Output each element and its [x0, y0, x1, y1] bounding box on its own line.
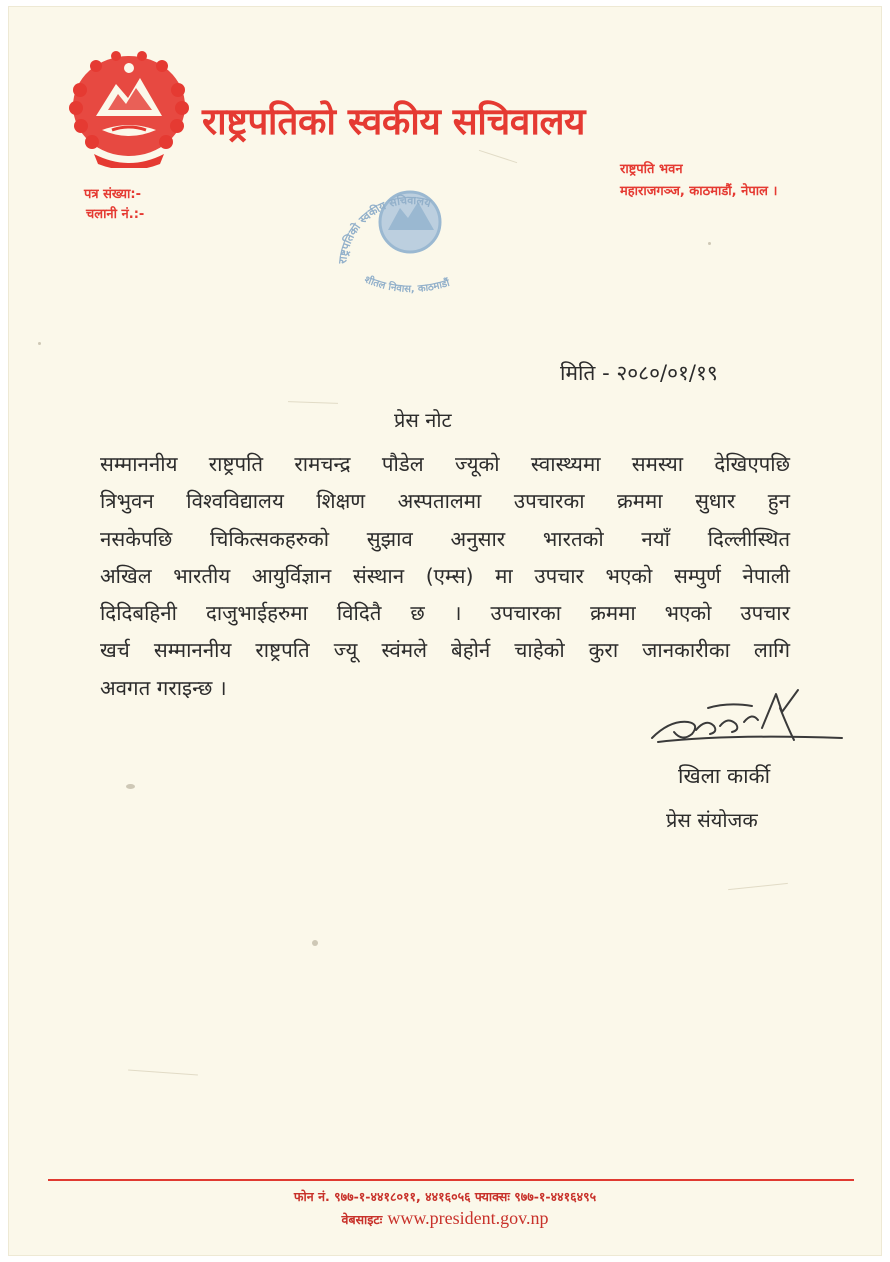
- body-line: अवगत गराइन्छ ।: [100, 675, 227, 700]
- signer-name: खिला कार्की: [678, 764, 771, 788]
- press-note-body: [100, 446, 790, 707]
- paper-speck: [708, 242, 711, 245]
- svg-text:शीतल निवास, काठमाडौं: [363, 273, 452, 295]
- body-line: सम्माननीय राष्ट्रपति रामचन्द्र पौडेल ज्यूको स्वास्थ्यमा समस्या देखिएपछि: [100, 452, 790, 476]
- dispatch-number-label: चलानी नं.:-: [86, 207, 145, 222]
- footer-divider: [48, 1179, 854, 1181]
- office-seal-icon: [324, 176, 496, 306]
- paper-fiber: [128, 1070, 198, 1076]
- paper-speck: [38, 342, 41, 345]
- paper-fiber: [728, 883, 788, 890]
- paper-speck: [126, 784, 135, 789]
- body-line: खर्च सम्माननीय राष्ट्रपति ज्यू स्वंमले बेहोर्न चाहेको कुरा जानकारीका लागि: [100, 638, 790, 663]
- address-line-1: राष्ट्रपति भवन: [620, 162, 683, 177]
- body-line: दिदिबहिनी दाजुभाईहरुमा विदितै छ । उपचारका क्रममा भएको उपचार: [100, 601, 790, 626]
- body-line: त्रिभुवन विश्वविद्यालय शिक्षण अस्पतालमा उपचारका क्रममा सुधार हुन: [100, 489, 790, 514]
- body-line: नसकेपछि चिकित्सकहरुको सुझाव अनुसार भारतको नयाँ दिल्लीस्थित: [100, 526, 790, 551]
- paper-speck: [312, 940, 318, 946]
- document-heading: प्रेस नोट: [394, 408, 452, 432]
- body-line: अखिल भारतीय आयुर्विज्ञान संस्थान (एम्स) मा उपचार भएको सम्पुर्ण नेपाली: [100, 563, 790, 588]
- paper-fiber: [479, 150, 517, 163]
- website-label: वेबसाइटः: [341, 1212, 383, 1227]
- handwritten-signature: [648, 682, 848, 754]
- paper-fiber: [288, 401, 338, 404]
- footer-contact-numbers: फोन नं. ९७७-१-४४१८०११, ४४१६०५६ फ्याक्सः ९७७-१-४४१६४९५: [293, 1189, 597, 1204]
- reference-number-label: पत्र संख्या:-: [84, 187, 141, 202]
- footer-website: [8, 1208, 882, 1229]
- stamp-text-top: राष्ट्रपतिको स्वकीय सचिवालय: [336, 193, 433, 265]
- letter-page: [8, 6, 882, 1256]
- website-link[interactable]: www.president.gov.np: [387, 1208, 549, 1228]
- stamp-text-bottom: शीतल निवास, काठमाडौं: [362, 274, 451, 296]
- signer-title: प्रेस संयोजक: [666, 808, 758, 832]
- office-name: राष्ट्रपतिको स्वकीय सचिवालय: [202, 100, 585, 143]
- nepal-emblem-icon: [66, 50, 192, 168]
- address-line-2: महाराजगञ्ज, काठमाडौं, नेपाल ।: [620, 184, 778, 199]
- letter-date: मिति - २०८०/०१/१९: [560, 361, 718, 385]
